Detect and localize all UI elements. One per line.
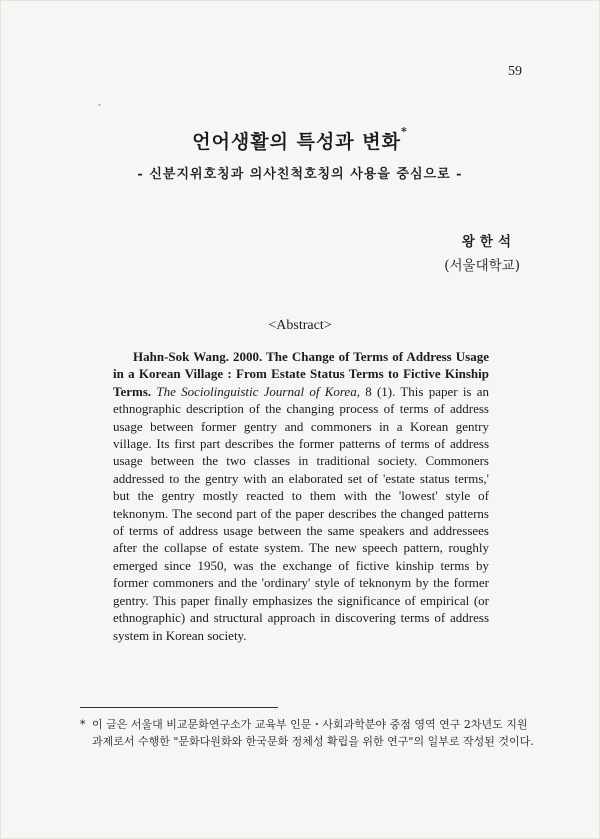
abstract-citation: Hahn-Sok Wang. 2000. The Change of Terms of Address Usage in a Korean Village : From Estate Status Terms to Fictive Kinship Terms. xyxy=(113,349,489,399)
article-title xyxy=(0,127,600,154)
footnote xyxy=(80,716,535,750)
scan-speck xyxy=(98,104,101,106)
article-title-text: 언어생활의 특성과 변화 xyxy=(192,131,401,153)
footnote-divider xyxy=(80,707,278,708)
abstract-heading: <Abstract> xyxy=(268,318,332,333)
author-name: 왕한석 xyxy=(461,234,516,250)
journal-volume: 8 (1). xyxy=(359,383,396,399)
journal-name: The Sociolinguistic Journal of Korea, xyxy=(156,383,360,399)
abstract-body xyxy=(113,348,489,644)
title-footnote-mark: * xyxy=(401,125,408,138)
abstract-paragraph xyxy=(113,348,489,644)
footnote-mark: * xyxy=(80,718,86,731)
page-number: 59 xyxy=(508,64,522,79)
footnote-text: 이 글은 서울대 비교문화연구소가 교육부 인문・사회과학분야 중점 영역 연구 2차년도 지원과제로서 수행한 "문화다원화와 한국문화 정체성 확립을 위한 연구"의 일부로 작성된 것이다. xyxy=(92,718,534,748)
abstract-text: This paper is an ethnographic description of the changing process of terms of address usage between former gentry and commoners in a Korean gentry village. Its first part describes the former patterns of terms of address usage between the two classes in traditional society. Commoners addressed to the gentry with an elaborated set of 'estate status terms,' but the gentry mostly reacted to them with the 'lowest' style of teknonym. The second part of the paper describes the changed patterns of terms of address usage between the same speakers and addressees after the collapse of estate system. The new speech pattern, roughly emerged since 1950, was the exchange of fictive kinship terms by former commoners and the 'ordinary' style of teknonym by the former gentry. This paper finally emphasizes the significance of empirical (or ethnographic) and structural approach in discovering terms of address system in Korean society. xyxy=(113,383,490,643)
author-affiliation: (서울대학교) xyxy=(444,258,520,274)
article-subtitle: - 신분지위호칭과 의사친척호칭의 사용을 중심으로 - xyxy=(137,167,463,182)
